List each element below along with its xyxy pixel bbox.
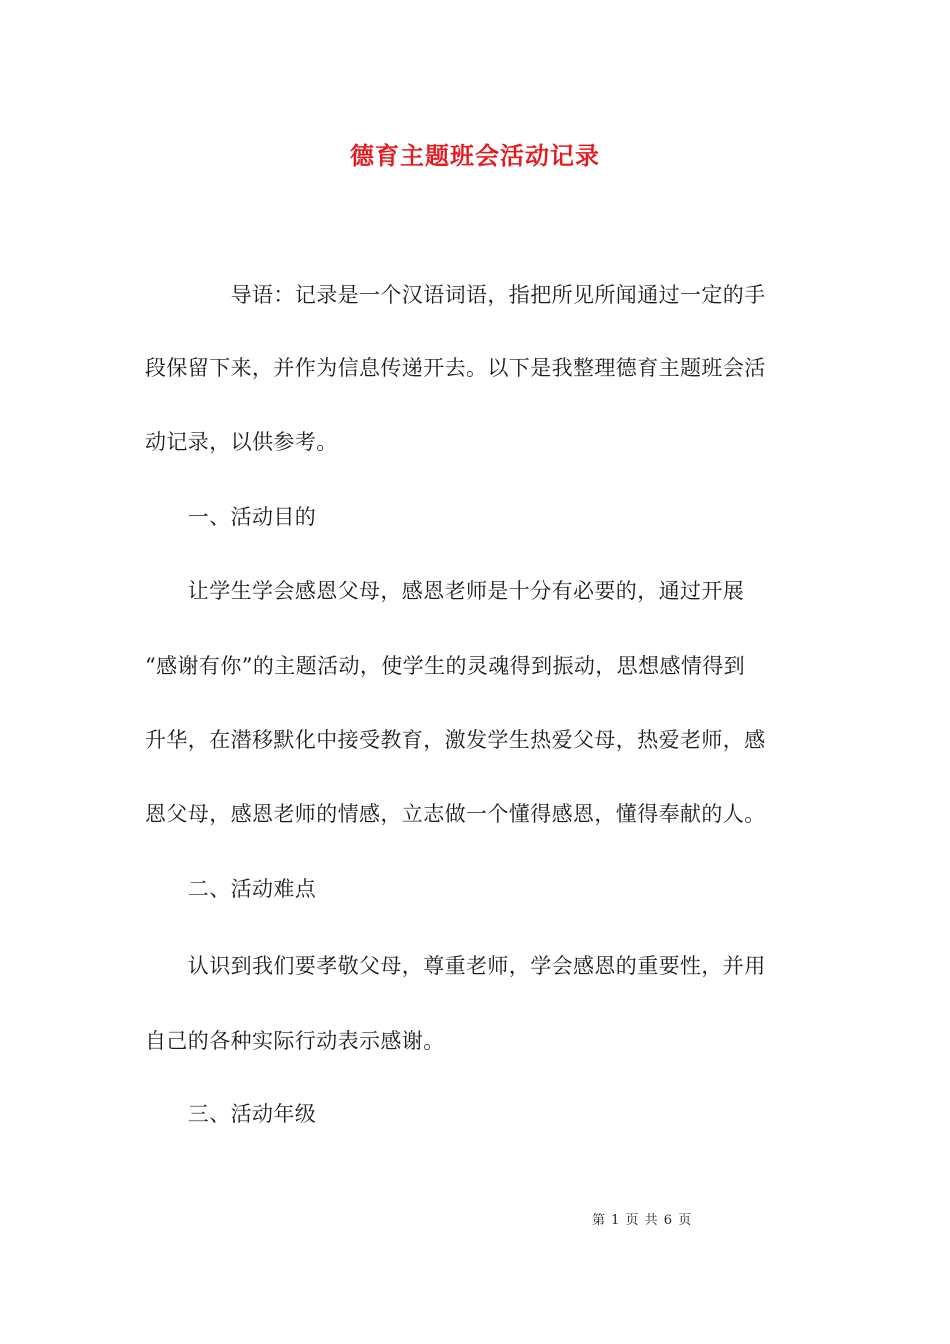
paragraph-line: 恩父母，感恩老师的情感，立志做一个懂得感恩，懂得奉献的人。 — [145, 802, 766, 826]
page-footer: 第 1 页 共 6 页 — [592, 1213, 693, 1228]
section-heading: 二、活动难点 — [145, 877, 317, 901]
paragraph-line: 段保留下来，并作为信息传递开去。以下是我整理德育主题班会活 — [145, 356, 766, 380]
paragraph-line: 动记录，以供参考。 — [145, 430, 338, 454]
paragraph-line: 让学生学会感恩父母，感恩老师是十分有必要的，通过开展 — [145, 579, 745, 603]
paragraph-line: 升华，在潜移默化中接受教育，激发学生热爱父母，热爱老师，感 — [145, 728, 766, 752]
paragraph-line: “感谢有你”的主题活动，使学生的灵魂得到振动，思想感情得到 — [145, 654, 746, 678]
section-heading: 三、活动年级 — [145, 1102, 317, 1126]
paragraph-line: 认识到我们要孝敬父母，尊重老师，学会感恩的重要性，并用 — [145, 954, 766, 978]
paragraph-line: 导语：记录是一个汉语词语，指把所见所闻通过一定的手 — [145, 283, 766, 307]
section-heading: 一、活动目的 — [145, 505, 317, 529]
document-title: 德育主题班会活动记录 — [350, 141, 600, 170]
paragraph-line: 自己的各种实际行动表示感谢。 — [145, 1029, 445, 1053]
